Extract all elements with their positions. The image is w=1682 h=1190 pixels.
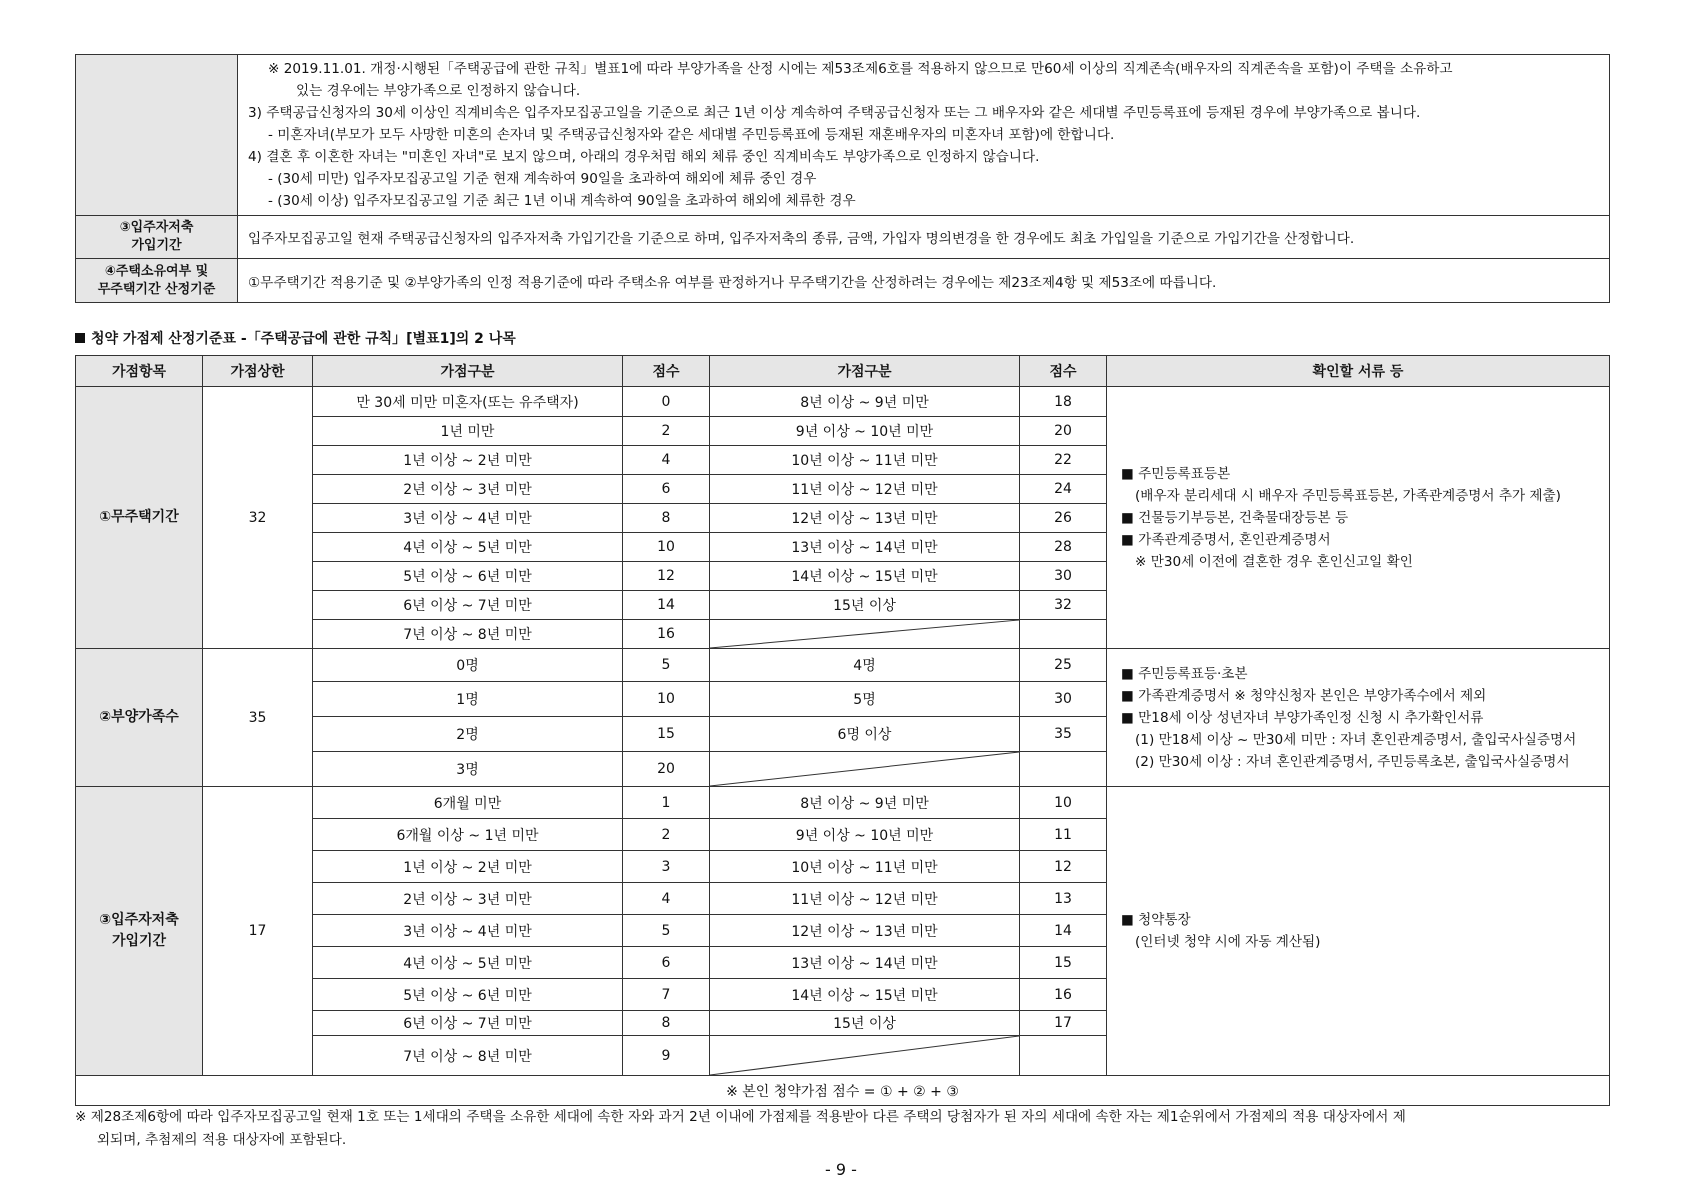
range-cell: 15년 이상	[710, 1011, 1020, 1036]
score-cell: 17	[1020, 1011, 1107, 1036]
range-cell: 1년 이상 ~ 2년 미만	[313, 446, 623, 475]
range-cell: 11년 이상 ~ 12년 미만	[710, 883, 1020, 915]
notes-ownership-text: ①무주택기간 적용기준 및 ②부양가족의 인정 적용기준에 따라 주택소유 여부를 판정하거나 무주택기간을 산정하려는 경우에는 제23조제4항 및 제53조에 따릅니다.	[238, 259, 1610, 303]
range-cell: 5명	[710, 682, 1020, 717]
header-cell: 점수	[1020, 356, 1107, 387]
section-title: 청약 가점제 산정기준표 -「주택공급에 관한 규칙」[별표1]의 2 나목	[75, 328, 516, 348]
footnote-line: ※ 제28조제6항에 따라 입주자모집공고일 현재 1호 또는 1세대의 주택을 소유한 세대에 속한 자와 과거 2년 이내에 가점제를 적용받아 다른 주택의 당첨자가 된 자의 세대에 속한 자는 제1순위에서 가점제의 적용 대상자에서 제	[75, 1109, 1406, 1125]
score-cell: 9	[623, 1036, 710, 1076]
score-cell: 30	[1020, 682, 1107, 717]
empty-slashed-cell	[710, 1036, 1020, 1076]
score-cell: 24	[1020, 475, 1107, 504]
score-cell: 10	[623, 682, 710, 717]
table-row	[76, 387, 1610, 417]
score-cell: 2	[623, 819, 710, 851]
note-line: 3) 주택공급신청자의 30세 이상인 직계비속은 입주자모집공고일을 기준으로 최근 1년 이상 계속하여 주택공급신청자 또는 그 배우자와 같은 세대별 주민등록표에 등재된 경우에 부양가족으로 봅니다.	[248, 105, 1421, 121]
range-cell: 2명	[313, 717, 623, 752]
range-cell: 7년 이상 ~ 8년 미만	[313, 620, 623, 649]
score-cell: 12	[623, 562, 710, 591]
note-line: ※ 2019.11.01. 개정·시행된「주택공급에 관한 규칙」별표1에 따라 부양가족을 산정 시에는 제53조제6호를 적용하지 않으므로 만60세 이상의 직계존속(배우자의 직계존속을 포함)이 주택을 소유하고	[268, 61, 1453, 77]
empty-slashed-cell	[710, 620, 1020, 649]
notes-ownership-label: ④주택소유여부 및 무주택기간 산정기준	[76, 259, 238, 303]
group-no-house-docs: ■ 주민등록표등본 (배우자 분리세대 시 배우자 주민등록표등본, 가족관계증명서 추가 제출) ■ 건물등기부등본, 건축물대장등본 등 ■ 가족관계증명서, 혼인관계증명서 ※ 만30세 이전에 결혼한 경우 혼인신고일 확인	[1107, 387, 1610, 649]
range-cell: 4년 이상 ~ 5년 미만	[313, 533, 623, 562]
range-cell: 5년 이상 ~ 6년 미만	[313, 979, 623, 1011]
group-dependents-limit: 35	[203, 649, 313, 787]
range-cell: 12년 이상 ~ 13년 미만	[710, 504, 1020, 533]
group-savings-label: ③입주자저축 가입기간	[76, 787, 203, 1076]
score-cell: 8	[623, 1011, 710, 1036]
range-cell: 6명 이상	[710, 717, 1020, 752]
note-line: - (30세 이상) 입주자모집공고일 기준 최근 1년 이내 계속하여 90일을 초과하여 해외에 체류한 경우	[268, 193, 856, 209]
score-cell: 14	[623, 591, 710, 620]
score-cell: 20	[1020, 417, 1107, 446]
range-cell: 6년 이상 ~ 7년 미만	[313, 591, 623, 620]
score-cell: 22	[1020, 446, 1107, 475]
square-bullet-icon	[75, 333, 85, 343]
range-cell: 1명	[313, 682, 623, 717]
score-cell: 11	[1020, 819, 1107, 851]
footnote-line: 외되며, 추첨제의 적용 대상자에 포함된다.	[97, 1132, 347, 1148]
score-cell: 16	[1020, 979, 1107, 1011]
score-cell: 2	[623, 417, 710, 446]
score-cell: 7	[623, 979, 710, 1011]
score-cell: 0	[623, 387, 710, 417]
score-cell: 15	[1020, 947, 1107, 979]
total-formula: ※ 본인 청약가점 점수 = ① + ② + ③	[76, 1076, 1610, 1106]
range-cell: 8년 이상 ~ 9년 미만	[710, 387, 1020, 417]
diagonal-line	[710, 620, 1019, 648]
score-cell: 4	[623, 883, 710, 915]
score-cell: 5	[623, 915, 710, 947]
range-cell: 만 30세 미만 미혼자(또는 유주택자)	[313, 387, 623, 417]
score-cell: 1	[623, 787, 710, 819]
diagonal-line	[710, 752, 1019, 786]
range-cell: 0명	[313, 649, 623, 682]
notes-dependents-body	[238, 55, 1610, 216]
range-cell: 3년 이상 ~ 4년 미만	[313, 915, 623, 947]
score-cell: 15	[623, 717, 710, 752]
score-cell: 18	[1020, 387, 1107, 417]
group-no-house-limit: 32	[203, 387, 313, 649]
header-cell: 가점구분	[313, 356, 623, 387]
score-cell-empty	[1020, 620, 1107, 649]
note-line: 4) 결혼 후 이혼한 자녀는 "미혼인 자녀"로 보지 않으며, 아래의 경우처럼 해외 체류 중인 직계비속도 부양가족으로 인정하지 않습니다.	[248, 149, 1040, 165]
header-cell: 가점항목	[76, 356, 203, 387]
notes-empty-label	[76, 55, 238, 216]
range-cell: 9년 이상 ~ 10년 미만	[710, 417, 1020, 446]
notes-savings-text: 입주자모집공고일 현재 주택공급신청자의 입주자저축 가입기간을 기준으로 하며, 입주자저축의 종류, 금액, 가입자 명의변경을 한 경우에도 최초 가입일을 기준으로 가입기간을 산정합니다.	[238, 216, 1610, 259]
range-cell: 12년 이상 ~ 13년 미만	[710, 915, 1020, 947]
range-cell: 4명	[710, 649, 1020, 682]
range-cell: 2년 이상 ~ 3년 미만	[313, 883, 623, 915]
score-cell: 5	[623, 649, 710, 682]
header-cell: 확인할 서류 등	[1107, 356, 1610, 387]
range-cell: 11년 이상 ~ 12년 미만	[710, 475, 1020, 504]
note-line: - 미혼자녀(부모가 모두 사망한 미혼의 손자녀 및 주택공급신청자와 같은 세대별 주민등록표에 등재된 재혼배우자의 미혼자녀 포함)에 한합니다.	[268, 127, 1115, 143]
diagonal-line	[710, 1036, 1019, 1075]
note-line: 있는 경우에는 부양가족으로 인정하지 않습니다.	[296, 83, 581, 99]
empty-slashed-cell	[710, 752, 1020, 787]
range-cell: 14년 이상 ~ 15년 미만	[710, 979, 1020, 1011]
header-cell: 점수	[623, 356, 710, 387]
range-cell: 2년 이상 ~ 3년 미만	[313, 475, 623, 504]
range-cell: 13년 이상 ~ 14년 미만	[710, 947, 1020, 979]
total-row	[76, 1076, 1610, 1106]
page-number: - 9 -	[825, 1160, 857, 1179]
note-line: - (30세 미만) 입주자모집공고일 기준 현재 계속하여 90일을 초과하여 해외에 체류 중인 경우	[268, 171, 817, 187]
score-cell: 25	[1020, 649, 1107, 682]
footnote	[75, 1106, 1609, 1152]
header-cell: 가점상한	[203, 356, 313, 387]
score-cell: 12	[1020, 851, 1107, 883]
range-cell: 10년 이상 ~ 11년 미만	[710, 446, 1020, 475]
score-cell-empty	[1020, 1036, 1107, 1076]
group-dependents-docs: ■ 주민등록표등·초본 ■ 가족관계증명서 ※ 청약신청자 본인은 부양가족수에서 제외 ■ 만18세 이상 성년자녀 부양가족인정 신청 시 추가확인서류 (1) 만18세 이상 ~ 만30세 미만 : 자녀 혼인관계증명서, 출입국사실증명서 (2) 만30세 이상 : 자녀 혼인관계증명서, 주민등록초본, 출입국사실증명서	[1107, 649, 1610, 787]
score-cell: 10	[623, 533, 710, 562]
group-savings-limit: 17	[203, 787, 313, 1076]
range-cell: 6개월 이상 ~ 1년 미만	[313, 819, 623, 851]
header-cell: 가점구분	[710, 356, 1020, 387]
notes-row-ownership	[76, 259, 1610, 303]
range-cell: 3명	[313, 752, 623, 787]
group-savings-docs: ■ 청약통장 (인터넷 청약 시에 자동 계산됨)	[1107, 787, 1610, 1076]
score-cell: 35	[1020, 717, 1107, 752]
header-row	[76, 356, 1610, 387]
score-cell-empty	[1020, 752, 1107, 787]
group-no-house-label: ①무주택기간	[76, 387, 203, 649]
range-cell: 10년 이상 ~ 11년 미만	[710, 851, 1020, 883]
range-cell: 13년 이상 ~ 14년 미만	[710, 533, 1020, 562]
score-cell: 20	[623, 752, 710, 787]
range-cell: 4년 이상 ~ 5년 미만	[313, 947, 623, 979]
score-cell: 8	[623, 504, 710, 533]
notes-table	[75, 54, 1610, 303]
score-cell: 30	[1020, 562, 1107, 591]
score-cell: 4	[623, 446, 710, 475]
range-cell: 6개월 미만	[313, 787, 623, 819]
range-cell: 5년 이상 ~ 6년 미만	[313, 562, 623, 591]
range-cell: 9년 이상 ~ 10년 미만	[710, 819, 1020, 851]
range-cell: 7년 이상 ~ 8년 미만	[313, 1036, 623, 1076]
score-cell: 32	[1020, 591, 1107, 620]
score-cell: 6	[623, 947, 710, 979]
table-row	[76, 787, 1610, 819]
score-table	[75, 355, 1610, 1106]
notes-row-savings	[76, 216, 1610, 259]
range-cell: 3년 이상 ~ 4년 미만	[313, 504, 623, 533]
score-cell: 13	[1020, 883, 1107, 915]
score-cell: 14	[1020, 915, 1107, 947]
range-cell: 15년 이상	[710, 591, 1020, 620]
range-cell: 6년 이상 ~ 7년 미만	[313, 1011, 623, 1036]
score-cell: 3	[623, 851, 710, 883]
notes-row-dependents	[76, 55, 1610, 216]
range-cell: 1년 이상 ~ 2년 미만	[313, 851, 623, 883]
group-dependents-label: ②부양가족수	[76, 649, 203, 787]
range-cell: 14년 이상 ~ 15년 미만	[710, 562, 1020, 591]
range-cell: 8년 이상 ~ 9년 미만	[710, 787, 1020, 819]
range-cell: 1년 미만	[313, 417, 623, 446]
score-cell: 26	[1020, 504, 1107, 533]
score-cell: 6	[623, 475, 710, 504]
table-row	[76, 649, 1610, 682]
score-cell: 10	[1020, 787, 1107, 819]
score-cell: 16	[623, 620, 710, 649]
notes-savings-label: ③입주자저축 가입기간	[76, 216, 238, 259]
score-cell: 28	[1020, 533, 1107, 562]
